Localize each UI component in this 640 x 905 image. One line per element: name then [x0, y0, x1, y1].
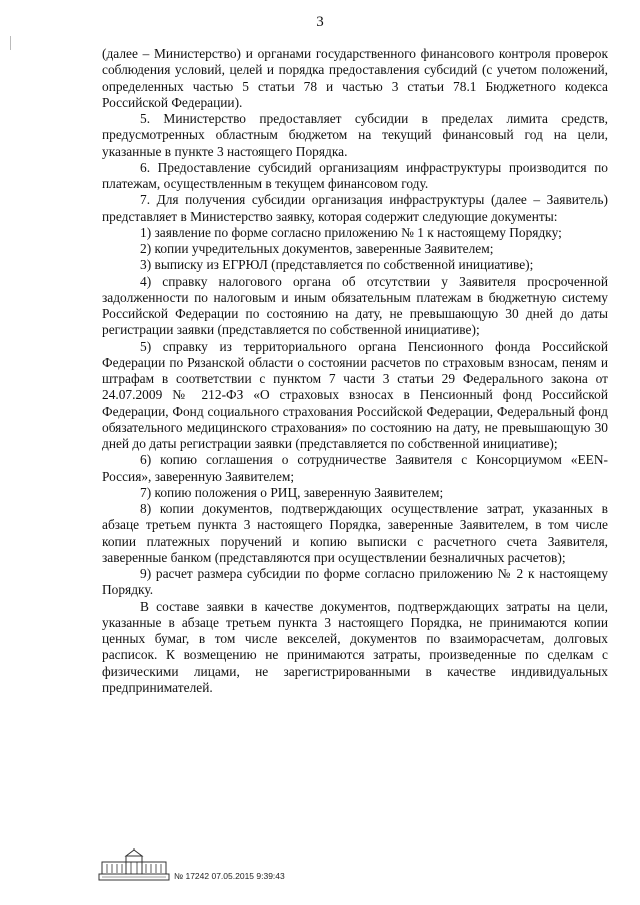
list-item: 9) расчет размера субсидии по форме согласно приложению № 2 к настоящему Порядку. — [102, 566, 608, 598]
list-item: 2) копии учредительных документов, заверенные Заявителем; — [140, 241, 494, 256]
document-body — [102, 46, 608, 696]
building-stamp-icon — [98, 848, 170, 882]
list-item: 7) копию положения о РИЦ, заверенную Заявителем; — [140, 484, 444, 500]
paragraph: (далее – Министерство) и органами государственного финансового контроля проверок соблюдения условий, целей и порядка предоставления субсидий (с учетом положений, определенных частью 5 статьи 78 и частью 3 статьи 78.1 Бюджетного кодекса Российской Федерации). — [102, 46, 608, 110]
list-item: 1) заявление по форме согласно приложению № 1 к настоящему Порядку; — [140, 224, 562, 240]
footer — [98, 848, 398, 888]
paragraph: 5. Министерство предоставляет субсидии в пределах лимита средств, предусмотренных областным бюджетом на текущий финансовый год на цели, указанные в пункте 3 настоящего Порядка. — [102, 111, 608, 159]
list-item: 4) справку налогового органа об отсутствии у Заявителя просроченной задолженности по налоговым и иным обязательным платежам в бюджетную систему Российской Федерации по состоянию на дату, не превышающую 30 дней до даты регистрации заявки (представляется по собственной инициативе); — [102, 273, 608, 338]
list-item: 6) копию соглашения о сотрудничестве Заявителя с Консорциумом «EEN-Россия», заверенную Заявителем; — [102, 452, 608, 484]
list-item: 3) выписку из ЕГРЮЛ (представляется по собственной инициативе); — [140, 257, 534, 273]
paragraph: 6. Предоставление субсидий организациям инфраструктуры производится по платежам, осуществленным в текущем финансовом году. — [102, 159, 608, 191]
page-number: 3 — [316, 14, 324, 30]
margin-mark — [10, 36, 11, 50]
registration-stamp: № 17242 07.05.2015 9:39:43 — [174, 871, 285, 881]
paragraph: В составе заявки в качестве документов, подтверждающих затраты на цели, указанные в абзаце третьем пункта 3 настоящего Порядка, не принимаются копии ценных бумаг, в том числе векселей, документов по взаиморасчетам, долговых расписок. К возмещению не принимаются затраты, произведенные по сделкам с физическими лицами, не зарегистрированными в качестве индивидуальных предпринимателей. — [102, 598, 608, 695]
list-item: 5) справку из территориального органа Пенсионного фонда Российской Федерации по Рязанской области о состоянии расчетов по страховым взносам, пеням и штрафам в соответствии с пунктом 7 части 3 статьи 29 Федерального закона от 24.07.2009 № 212-ФЗ «О страховых взносах в Пенсионный фонд Российской Федерации, Фонд социального страхования Российской Федерации, Федеральный фонд обязательного медицинского страхования» по состоянию на дату, не превышающую 30 дней до даты регистрации заявки (представляется по собственной инициативе); — [102, 338, 608, 451]
paragraph: 7. Для получения субсидии организация инфраструктуры (далее – Заявитель) представляет в Министерство заявку, которая содержит следующие документы: — [102, 192, 608, 224]
list-item: 8) копии документов, подтверждающих осуществление затрат, указанных в абзаце третьем пункта 3 настоящего Порядка, заверенные Заявителем, в том числе копии платежных поручений и копию выписки с расчетного счета Заявителя, заверенные банком (представляются при осуществлении безналичных расчетов); — [102, 501, 608, 565]
